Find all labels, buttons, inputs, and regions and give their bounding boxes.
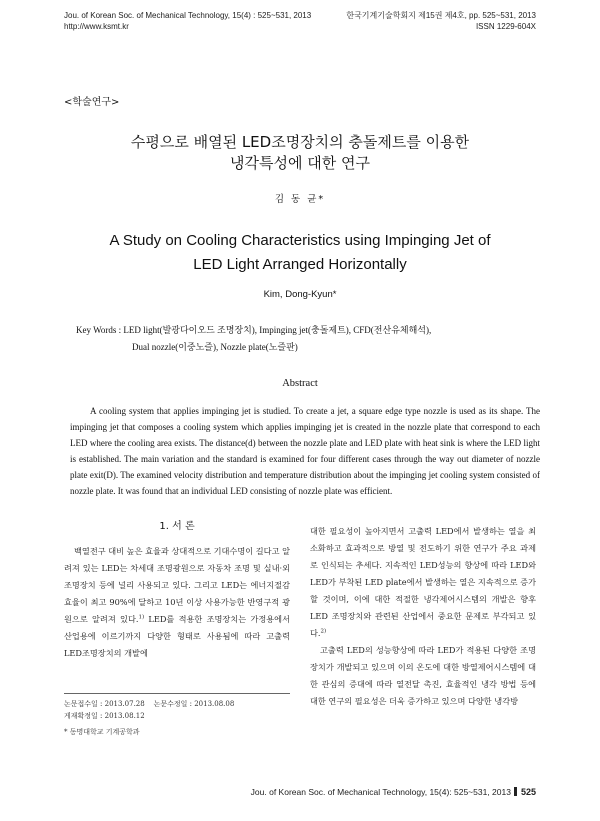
english-title-line1: A Study on Cooling Characteristics using Impinging Jet of (109, 232, 491, 249)
revised-date: 논문수정일 : 2013.08.08 (153, 700, 235, 708)
footnote-divider (64, 693, 290, 694)
journal-header-right (346, 10, 536, 32)
author-affiliation: * 동명대학교 기계공학과 (64, 728, 140, 736)
accepted-date: 게재확정일 : 2013.08.12 (64, 712, 145, 720)
journal-url[interactable]: http://www.ksmt.kr (64, 22, 129, 31)
received-date: 논문접수일 : 2013.07.28 (64, 700, 145, 708)
intro-paragraph-1-cont (310, 523, 536, 642)
english-title-line2: LED Light Arranged Horizontally (193, 256, 407, 273)
english-author: Kim, Dong-Kyun* (263, 289, 337, 300)
journal-header-left (64, 10, 311, 32)
intro-paragraph-1 (64, 543, 290, 662)
page-number: 525 (520, 787, 536, 797)
intro-text-b: LED를 적용한 조명장치는 가정용에서 산업용에 이르기까지 다양한 형태로 사용됨에 따라 고출력 LED조명장치의 개발에 (64, 614, 290, 658)
intro-text-c: 대한 필요성이 높아지면서 고출력 LED에서 발생하는 열을 최소화하고 효과적으로 방열 및 전도하기 위한 연구가 주요 과제로 인식되는 추세다. 지속적인 LED성능의 향상에 따라 LED와 LED가 부착된 LED plate에서 발생하는 열은 지속적으로 증가할 것이며, 이에 대한 적절한 냉각제어시스템의 개발은 향후 LED 조명장치와 관련된 산업에서 중요한 문제로 부각되고 있다. (310, 526, 536, 638)
intro-text-a: 백열전구 대비 높은 효율과 상대적으로 기대수명이 길다고 알려져 있는 LED는 차세대 조명광원으로 자동차 조명 및 실내·외 조명장치 등에 널리 사용되고 있다. 그리고 LED는 에너지절감 효율이 최고 90%에 달하고 10년 이상 사용가능한 반영구적 광원으로 알려져 있다. (64, 546, 290, 624)
article-category: <학술연구> (64, 97, 120, 108)
abstract-body: A cooling system that applies impinging jet is studied. To create a jet, a square edge type nozzle is used as its shape. The impinging jet that composes a cooling system which applies impinging jet is created in the nozzle plate that correspond to each LED where the cooling area exists. The distance(d) between the nozzle plate and LED plate with heat sink is where the LED light is established. The main variation and the standard is examined for four different cases through the way out diameter of nozzle plate exit(D). The examined velocity distribution and temperature distribution about the impinging jet cooling system consisted of nozzle plate. It was found that an individual LED consisting of nozzle plate was efficient. (70, 406, 540, 496)
body-column-left (64, 543, 290, 662)
body-column-right (310, 523, 536, 710)
abstract-title: Abstract (282, 378, 318, 389)
intro-paragraph-2: 고출력 LED의 성능향상에 따라 LED가 적용된 다양한 조명장치가 개발되고 있으며 이의 온도에 대한 방열제어시스템에 대한 관심의 증대에 따라 열전달 촉진, 효율적인 냉각 방법 등에 대한 연구의 필요성은 더욱 증가하고 있으며 다양한 냉각방 (310, 645, 536, 706)
issn: ISSN 1229-604X (475, 22, 536, 31)
keywords-line1: Key Words : LED light(발광다이오드 조명장치), Impinging jet(충돌제트), CFD(전산유체해석), (76, 325, 432, 335)
reference-marker: 1) (138, 614, 145, 621)
english-title (0, 229, 600, 277)
received-date-line (64, 699, 234, 709)
korean-author: 김 동 균* (274, 194, 326, 205)
keywords-line2: Dual nozzle(이중노즐), Nozzle plate(노즐판) (132, 342, 298, 352)
keywords (76, 322, 431, 356)
footer-citation: Jou. of Korean Soc. of Mechanical Technology, 15(4): 525~531, 2013 (250, 787, 511, 797)
korean-title-line2: 냉각특성에 대한 연구 (230, 154, 370, 172)
korean-title-line1: 수평으로 배열된 LED조명장치의 충돌제트를 이용한 (130, 133, 470, 151)
page-footer (251, 787, 536, 797)
journal-citation-korean: 한국기계기술학회지 제15권 제4호, pp. 525~531, 2013 (346, 11, 536, 20)
journal-citation: Jou. of Korean Soc. of Mechanical Technology, 15(4) : 525~531, 2013 (64, 11, 312, 20)
footer-divider (514, 787, 517, 796)
korean-title (0, 132, 600, 174)
reference-marker: 2) (320, 628, 327, 635)
section-title-introduction: 1. 서 론 (159, 521, 195, 532)
